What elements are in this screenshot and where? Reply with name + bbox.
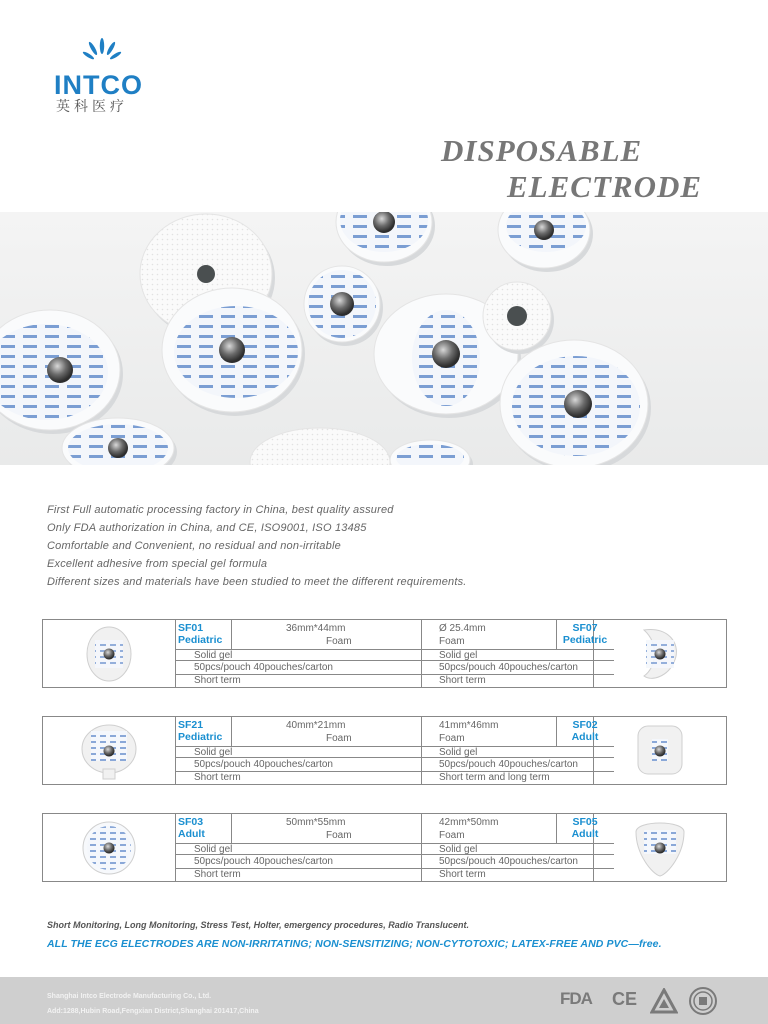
pack-right: 50pcs/pouch 40pouches/carton: [439, 759, 578, 770]
pack-left: 50pcs/pouch 40pouches/carton: [194, 856, 333, 867]
pack-left: 50pcs/pouch 40pouches/carton: [194, 759, 333, 770]
electrode-thumbnail-icon: [79, 721, 139, 781]
electrode-pad: [0, 310, 123, 434]
row-divider: [176, 746, 614, 747]
material-left: Foam: [326, 636, 352, 647]
feature-list: [47, 501, 747, 591]
logo-rays-icon: [82, 38, 122, 68]
electrode-pad: [250, 428, 393, 465]
company-name: Shanghai Intco Electrode Manufacturing Co., Ltd.: [47, 993, 212, 1000]
term-right: Short term: [439, 675, 486, 686]
col-divider: [421, 717, 422, 784]
type-left: Adult: [178, 828, 205, 840]
product-image-left: [43, 620, 176, 687]
material-left: Foam: [326, 733, 352, 744]
col-divider: [231, 814, 232, 843]
electrode-pad: [500, 340, 651, 465]
col-divider: [231, 620, 232, 649]
size-right: 41mm*46mm: [439, 720, 499, 731]
page-title-line1: DISPOSABLE: [441, 133, 643, 168]
term-left: Short term: [194, 772, 241, 783]
intco-logo: [52, 38, 152, 114]
row-divider: [176, 649, 614, 650]
row-divider: [176, 757, 614, 758]
type-right: Adult: [571, 731, 599, 743]
feature-item: Excellent adhesive from special gel formula: [47, 558, 268, 570]
product-row: [42, 716, 727, 785]
size-left: 36mm*44mm: [286, 623, 346, 634]
material-right: Foam: [439, 830, 465, 841]
electrode-pad: [498, 212, 593, 272]
product-row: [42, 619, 727, 688]
safety-claim: ALL THE ECG ELECTRODES ARE NON-IRRITATING; NON-SENSITIZING; NON-CYTOTOXIC; LATEX-FREE AND PVC—free.: [47, 938, 662, 950]
code-right: SF05: [572, 816, 598, 828]
electrode-pad: [336, 212, 435, 266]
code-left: SF01: [178, 622, 204, 634]
tuv-triangle-icon: [650, 988, 678, 1014]
hero-electrodes-photo: [0, 212, 768, 465]
logo-wordmark: INTCO: [54, 70, 143, 100]
electrode-thumbnail-icon: [79, 624, 139, 684]
row-divider: [176, 854, 614, 855]
fda-logo-icon: FDA: [560, 989, 592, 1008]
term-left: Short term: [194, 869, 241, 880]
material-right: Foam: [439, 733, 465, 744]
row-divider: [176, 843, 614, 844]
product-image-left: [43, 717, 176, 784]
gel-right: Solid gel: [439, 650, 478, 661]
term-right: Short term: [439, 869, 486, 880]
size-right: Ø 25.4mm: [439, 623, 486, 634]
applications-text: Short Monitoring, Long Monitoring, Stress Test, Holter, emergency procedures, Radio Translucent.: [47, 920, 470, 930]
size-left: 40mm*21mm: [286, 720, 346, 731]
electrodes-illustration: [0, 212, 768, 465]
material-left: Foam: [326, 830, 352, 841]
gel-left: Solid gel: [194, 844, 233, 855]
feature-item: Only FDA authorization in China, and CE, ISO9001, ISO 13485: [47, 522, 367, 534]
product-row: [42, 813, 727, 882]
feature-item: First Full automatic processing factory in China, best quality assured: [47, 504, 394, 516]
product-code-left: [176, 816, 231, 840]
gel-left: Solid gel: [194, 747, 233, 758]
electrode-thumbnail-icon: [630, 624, 690, 684]
size-right: 42mm*50mm: [439, 817, 499, 828]
term-left: Short term: [194, 675, 241, 686]
footer: [0, 977, 768, 1024]
product-code-right: [556, 816, 614, 840]
electrode-pad: [304, 266, 383, 346]
row-divider: [176, 868, 614, 869]
page-title-line2: ELECTRODE: [507, 169, 703, 204]
material-right: Foam: [439, 636, 465, 647]
type-right: Adult: [571, 828, 599, 840]
pack-left: 50pcs/pouch 40pouches/carton: [194, 662, 333, 673]
electrode-thumbnail-icon: [79, 818, 139, 878]
row-divider: [176, 674, 614, 675]
pack-right: 50pcs/pouch 40pouches/carton: [439, 662, 578, 673]
col-divider: [421, 620, 422, 687]
code-right: SF02: [572, 719, 598, 731]
feature-item: Comfortable and Convenient, no residual and non-irritable: [47, 540, 341, 552]
product-image-left: [43, 814, 176, 881]
col-divider: [231, 717, 232, 746]
product-spec-grid: [176, 620, 614, 687]
gel-right: Solid gel: [439, 747, 478, 758]
company-address: Add:1288,Hubin Road,Fengxian District,Shanghai 201417,China: [47, 1008, 259, 1015]
code-left: SF21: [178, 719, 204, 731]
product-code-left: [176, 719, 231, 743]
electrode-pad: [390, 440, 473, 465]
product-code-right: [556, 719, 614, 743]
code-left: SF03: [178, 816, 204, 828]
gel-right: Solid gel: [439, 844, 478, 855]
product-spec-grid: [176, 814, 614, 881]
product-code-left: [176, 622, 231, 646]
term-right: Short term and long term: [439, 772, 550, 783]
type-left: Pediatric: [178, 634, 223, 646]
product-code-right: [556, 622, 614, 646]
electrode-pad: [162, 288, 305, 416]
certification-seal-icon: [688, 986, 718, 1016]
logo-chinese-name: 英科医疗: [56, 99, 128, 115]
gel-left: Solid gel: [194, 650, 233, 661]
type-left: Pediatric: [178, 731, 223, 743]
ce-mark-icon: CE: [612, 989, 638, 1009]
col-divider: [421, 814, 422, 881]
electrode-thumbnail-icon: [630, 818, 690, 878]
pack-right: 50pcs/pouch 40pouches/carton: [439, 856, 578, 867]
type-right: Pediatric: [562, 634, 608, 646]
code-right: SF07: [572, 622, 598, 634]
size-left: 50mm*55mm: [286, 817, 346, 828]
row-divider: [176, 660, 614, 661]
electrode-thumbnail-icon: [630, 721, 690, 781]
feature-item: Different sizes and materials have been studied to meet the different requirements.: [47, 576, 467, 588]
product-spec-grid: [176, 717, 614, 784]
